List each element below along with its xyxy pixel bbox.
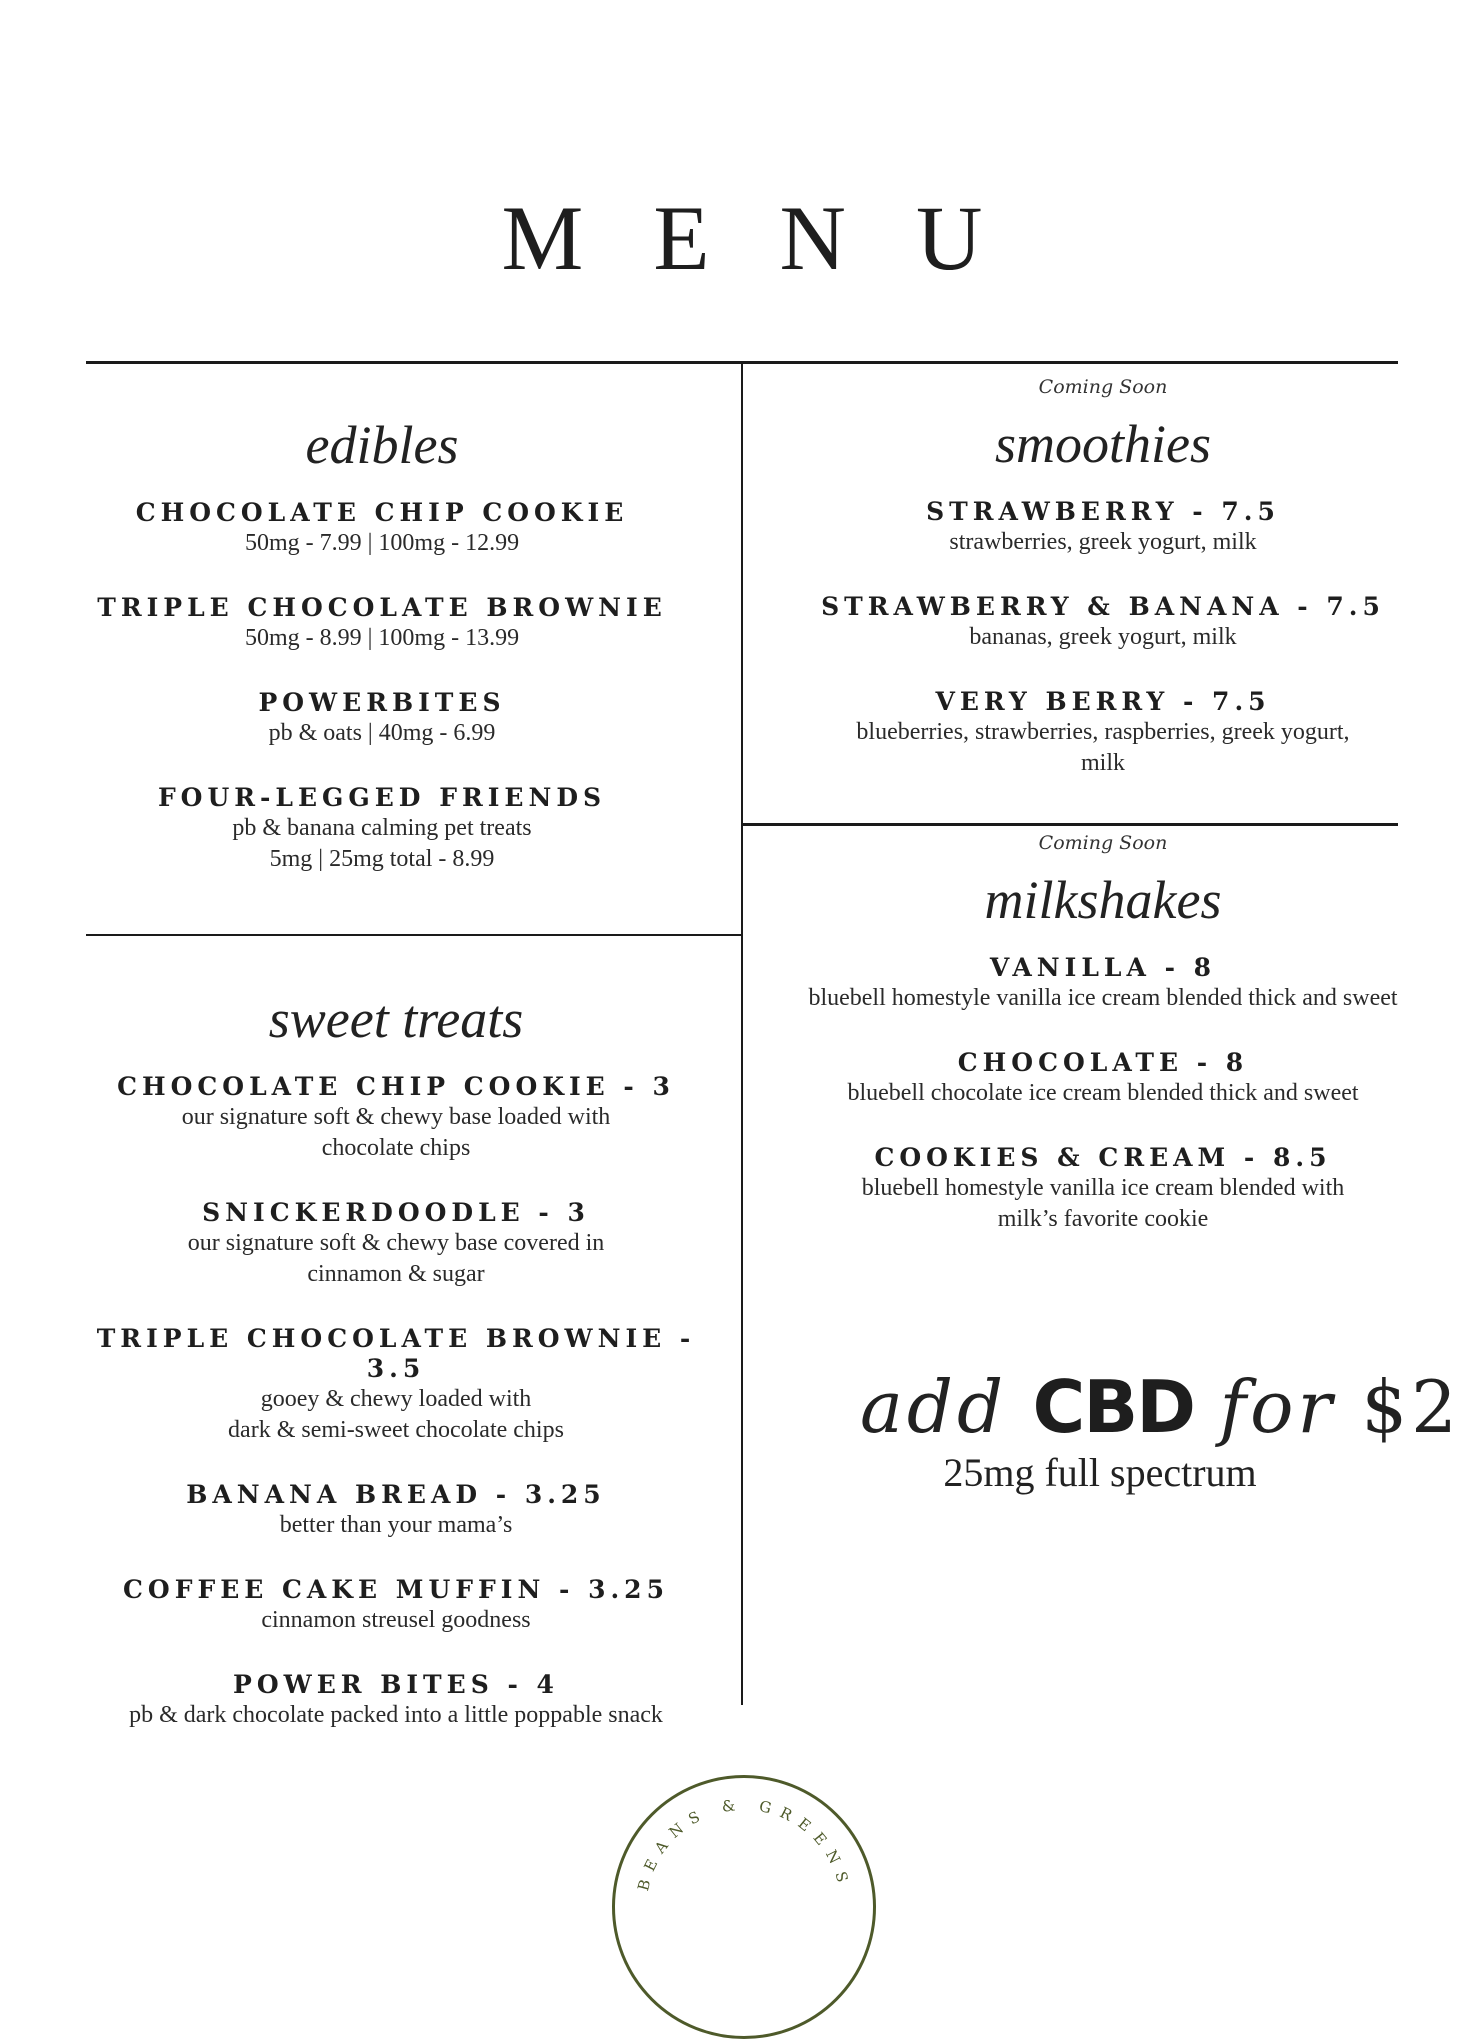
menu-item-name: TRIPLE CHOCOLATE BROWNIE [97, 593, 667, 622]
brand-logo-text [612, 1775, 876, 2039]
edibles-list [86, 498, 678, 875]
menu-item-name: VERY BERRY - 7.5 [935, 687, 1271, 716]
menu-item-description: 50mg - 8.99 | 100mg - 13.99 [244, 625, 520, 651]
menu-item-name: FOUR-LEGGED FRIENDS [157, 783, 607, 812]
coming-soon-badge-smoothies: Coming Soon [1038, 376, 1168, 398]
section-title-smoothies: smoothies [995, 414, 1211, 474]
menu-item [760, 592, 1446, 653]
menu-item-description: better than your mama’s [279, 1512, 513, 1538]
menu-item [86, 593, 678, 654]
vertical-divider [741, 361, 743, 1705]
menu-title: MENU [501, 187, 1053, 289]
menu-item [86, 1072, 706, 1164]
section-title-milkshakes: milkshakes [984, 870, 1222, 930]
menu-item [760, 953, 1446, 1014]
menu-item-description: strawberries, greek yogurt, milk [949, 529, 1257, 555]
menu-item-name: TRIPLE CHOCOLATE BROWNIE - 3.5 [96, 1324, 696, 1383]
menu-item-name: COOKIES & CREAM - 8.5 [874, 1143, 1332, 1172]
menu-item [86, 1575, 706, 1636]
menu-item-name: SNICKERDOODLE - 3 [202, 1198, 590, 1227]
menu-item-description: pb & oats | 40mg - 6.99 [268, 720, 496, 746]
milkshakes-list [760, 953, 1446, 1235]
section-title-sweet-treats: sweet treats [268, 989, 524, 1049]
cbd-add-text: add [860, 1365, 1008, 1449]
menu-item [86, 1480, 706, 1541]
menu-item-name: POWER BITES - 4 [233, 1670, 559, 1699]
logo-text: BEANS & GREENS [634, 1795, 854, 1893]
brand-logo [612, 1775, 876, 2039]
menu-item [760, 1143, 1446, 1235]
menu-item-name: CHOCOLATE CHIP COOKIE - 3 [117, 1072, 675, 1101]
menu-item-name: CHOCOLATE - 8 [957, 1048, 1249, 1077]
menu-item-description: bluebell chocolate ice cream blended thick and sweet [847, 1080, 1359, 1106]
menu-item [86, 1670, 706, 1731]
right-mid-divider [742, 823, 1398, 826]
cbd-for-text: for [1219, 1365, 1336, 1449]
cbd-price: $2 [1361, 1365, 1461, 1449]
smoothies-list [760, 497, 1446, 779]
cbd-promo [860, 1365, 1461, 1496]
menu-item-description: milk’s favorite cookie [997, 1206, 1209, 1232]
left-mid-divider [86, 934, 742, 936]
menu-item [86, 688, 678, 749]
menu-item [760, 1048, 1446, 1109]
section-edibles [86, 415, 678, 875]
menu-item-description: milk [1080, 750, 1125, 776]
menu-item-name: POWERBITES [258, 688, 506, 717]
menu-item-description: bluebell homestyle vanilla ice cream blended with [861, 1175, 1345, 1201]
menu-item-name: VANILLA - 8 [989, 953, 1217, 982]
menu-item-description: bananas, greek yogurt, milk [969, 624, 1237, 650]
cbd-subtitle: 25mg full spectrum [943, 1450, 1257, 1495]
section-smoothies [760, 378, 1446, 779]
svg-text:BEANS & GREENS [634, 1795, 854, 1892]
section-milkshakes [760, 834, 1446, 1235]
menu-item-name: COFFEE CAKE MUFFIN - 3.25 [123, 1575, 669, 1604]
cbd-headline [860, 1365, 1461, 1449]
section-sweet-treats [86, 989, 706, 1731]
menu-item-description: pb & dark chocolate packed into a little poppable snack [129, 1702, 663, 1728]
sweet-treats-list [86, 1072, 706, 1731]
menu-item-description: pb & banana calming pet treats [232, 815, 532, 841]
menu-item [86, 1324, 706, 1446]
menu-item-name: STRAWBERRY - 7.5 [926, 497, 1280, 526]
menu-item-description: dark & semi-sweet chocolate chips [228, 1417, 564, 1443]
menu-item [760, 687, 1446, 779]
menu-item-description: our signature soft & chewy base loaded with [181, 1104, 611, 1130]
menu-item-name: STRAWBERRY & BANANA - 7.5 [821, 592, 1385, 621]
menu-item-description: our signature soft & chewy base covered in [187, 1230, 605, 1256]
menu-item-name: BANANA BREAD - 3.25 [186, 1480, 606, 1509]
menu-item [760, 497, 1446, 558]
menu-item [86, 783, 678, 875]
menu-item-description: chocolate chips [321, 1135, 471, 1161]
menu-item-description: 5mg | 25mg total - 8.99 [269, 846, 495, 872]
menu-item-description: gooey & chewy loaded with [260, 1386, 532, 1412]
coming-soon-badge-milkshakes: Coming Soon [1038, 832, 1168, 854]
menu-item [86, 498, 678, 559]
menu-item-description: blueberries, strawberries, raspberries, greek yogurt, [856, 719, 1350, 745]
menu-item-description: cinnamon & sugar [307, 1261, 485, 1287]
menu-item [86, 1198, 706, 1290]
section-title-edibles: edibles [305, 415, 459, 475]
menu-item-name: CHOCOLATE CHIP COOKIE [135, 498, 629, 527]
menu-item-description: 50mg - 7.99 | 100mg - 12.99 [244, 530, 520, 556]
menu-item-description: cinnamon streusel goodness [261, 1607, 531, 1633]
menu-item-description: bluebell homestyle vanilla ice cream blended thick and sweet [808, 985, 1398, 1011]
cbd-text: CBD [1032, 1365, 1195, 1449]
